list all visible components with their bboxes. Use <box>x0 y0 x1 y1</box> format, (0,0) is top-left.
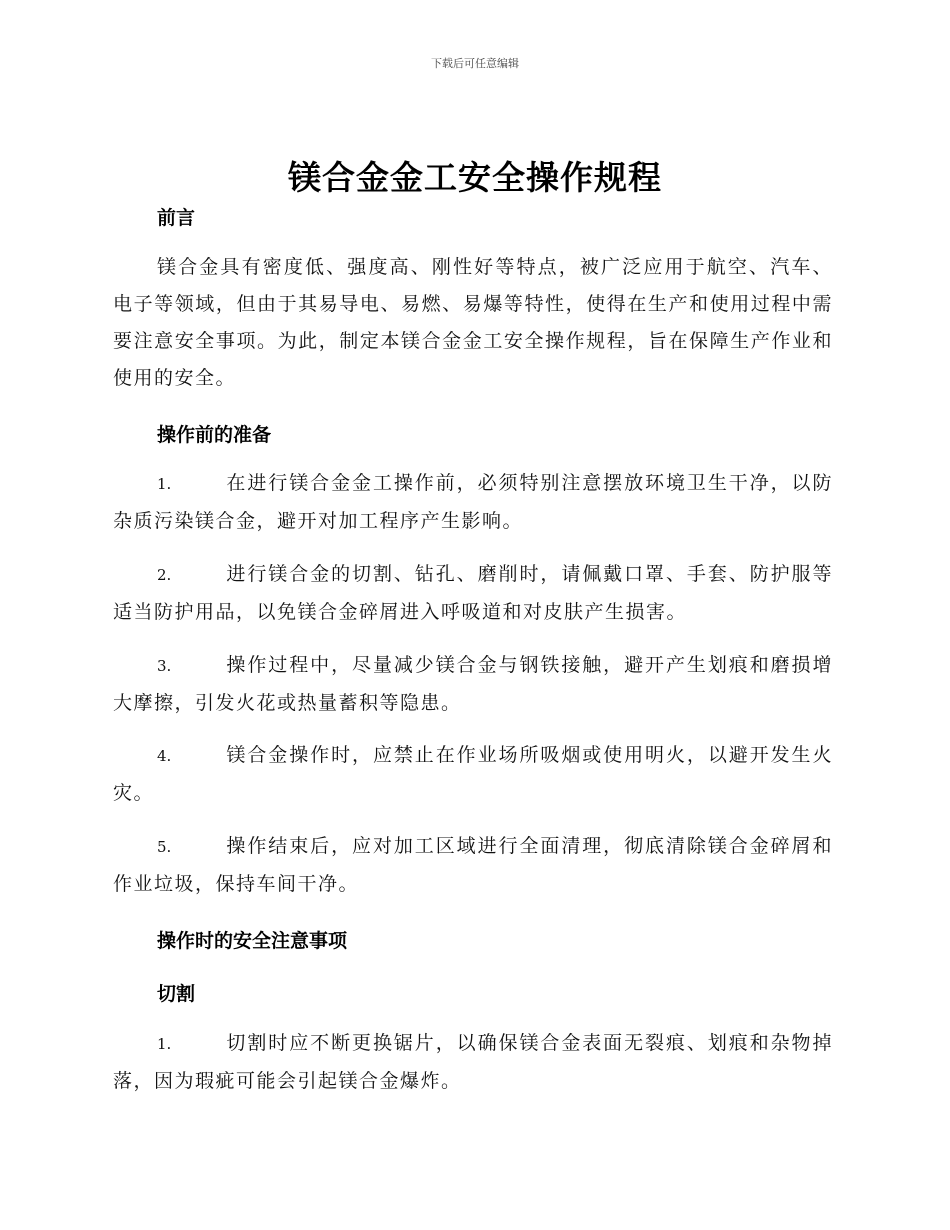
section-heading-safety: 操作时的安全注意事项 <box>157 930 348 952</box>
section-heading-preface: 前言 <box>157 207 196 229</box>
list-item-text: 操作过程中，尽量减少镁合金与钢铁接触，避开产生划痕和磨损增大摩擦，引发火花或热量蓄积等隐患。 <box>113 654 833 714</box>
list-item <box>113 737 833 812</box>
list-item-text: 镁合金操作时，应禁止在作业场所吸烟或使用明火，以避开发生火灾。 <box>113 744 833 804</box>
header-note: 下载后可任意编辑 <box>431 57 519 70</box>
list-item <box>113 647 833 722</box>
list-item-number: 5. <box>157 838 172 856</box>
list-item-text: 切割时应不断更换锯片，以确保镁合金表面无裂痕、划痕和杂物掉落，因为瑕疵可能会引起镁合金爆炸。 <box>113 1032 833 1092</box>
list-item-number: 3. <box>157 657 172 675</box>
preface-paragraph: 镁合金具有密度低、强度高、刚性好等特点，被广泛应用于航空、汽车、电子等领域，但由于其易导电、易燃、易爆等特性，使得在生产和使用过程中需要注意安全事项。为此，制定本镁合金金工安全操作规程，旨在保障生产作业和使用的安全。 <box>113 256 833 389</box>
subsection-heading-cutting: 切割 <box>157 983 196 1005</box>
list-item-number: 1. <box>157 475 172 493</box>
section-heading-preparation: 操作前的准备 <box>157 424 272 446</box>
list-item-text: 在进行镁合金金工操作前，必须特别注意摆放环境卫生干净，以防杂质污染镁合金，避开对加工程序产生影响。 <box>113 472 833 532</box>
list-item <box>113 465 833 540</box>
document-title: 镁合金金工安全操作规程 <box>288 158 662 197</box>
list-item <box>113 556 833 631</box>
list-item-number: 2. <box>157 566 172 584</box>
list-item-number: 4. <box>157 747 172 765</box>
list-item-number: 1. <box>157 1035 172 1053</box>
list-item <box>113 828 833 903</box>
list-item-text: 进行镁合金的切割、钻孔、磨削时，请佩戴口罩、手套、防护服等适当防护用品，以免镁合金碎屑进入呼吸道和对皮肤产生损害。 <box>113 563 833 623</box>
list-item-text: 操作结束后，应对加工区域进行全面清理，彻底清除镁合金碎屑和作业垃圾，保持车间干净。 <box>113 835 833 895</box>
list-item <box>113 1025 833 1100</box>
